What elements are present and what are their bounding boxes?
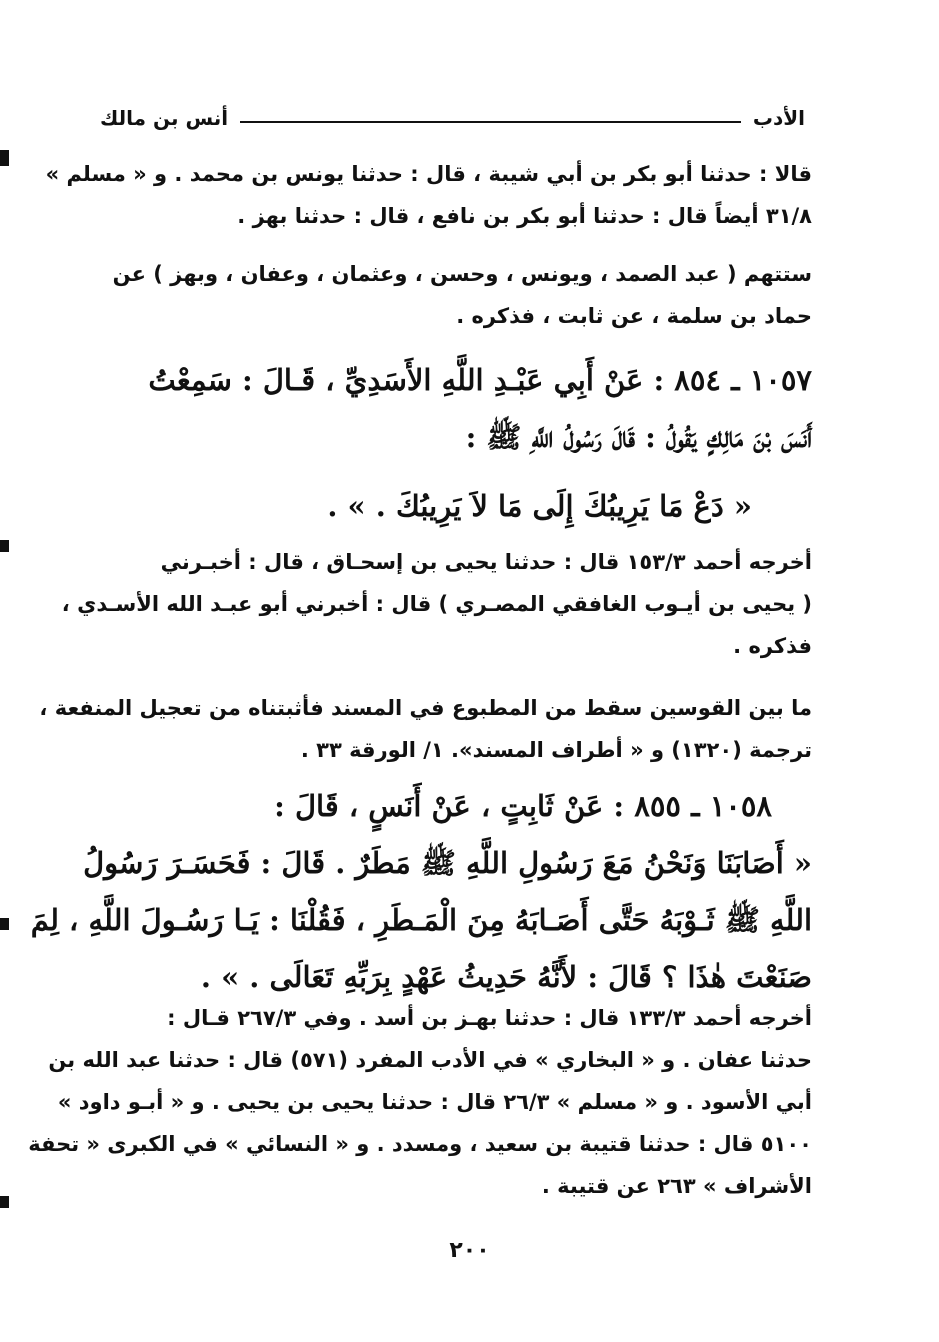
scan-mark <box>0 1196 9 1208</box>
running-header <box>100 100 805 136</box>
takhrij-1057 <box>61 541 812 667</box>
text-line: أخرجه أحمد ١٣٣/٣ قال : حدثنا بهـز بن أسد . وفي ٢٦٧/٣ قـال : <box>167 1006 812 1030</box>
text-line: ٥١٠٠ قال : حدثنا قتيبة بن سعيد ، ومسدد . و « النسائي » في الكبرى « تحفة <box>28 1132 812 1156</box>
text-line: أبي الأسود . و « مسلم » ٢٦/٣ قال : حدثنا يحيى بن يحيى . و « أبـو داود » <box>57 1090 812 1114</box>
text-line: صَنَعْتَ هٰذَا ؟ قَالَ : لأَنَّهُ حَدِيثُ عَهْدٍ بِرَبِّهِ تَعَالَى . » . <box>200 960 812 994</box>
text-line: أخرجه أحمد ١٥٣/٣ قال : حدثنا يحيى بن إسحـاق ، قال : أخبـرني <box>160 550 812 574</box>
text-line: اللَّهِ ﷺ ثَـوْبَهُ حَتَّى أَصَـابَهُ مِنَ الْمَـطَرِ ، فَقُلْنَا : يَـا رَسُـولَ اللَّهِ ، لِمَ <box>30 903 812 937</box>
text-line: ٣١/٨ أيضاً قال : حدثنا أبو بكر بن نافع ، قال : حدثنا بهز . <box>237 204 812 228</box>
text-line: ستتهم ( عبد الصمد ، ويونس ، وحسن ، وعثمان ، وعفان ، وبهز ) عن <box>112 262 812 286</box>
chain-note-1 <box>45 153 812 237</box>
scan-mark <box>0 918 9 930</box>
page-number: ٢٠٠ <box>449 1238 490 1263</box>
text-line: حدثنا عفان . و « البخاري » في الأدب المفرد (٥٧١) قال : حدثنا عبد الله بن <box>48 1048 812 1072</box>
text-line: ١٠٥٧ ـ ٨٥٤ : عَنْ أَبِي عَبْـدِ اللَّهِ الأَسَدِيِّ ، قَـالَ : سَمِعْتُ <box>148 363 812 397</box>
text-line: قالا : حدثنا أبو بكر بن أبي شيبة ، قال : حدثنا يونس بن محمد . و « مسلم » <box>45 162 812 186</box>
header-rule <box>240 121 741 123</box>
text-line: ما بين القوسين سقط من المطبوع في المسند فأثبتناه من تعجيل المنفعة ، <box>39 696 812 720</box>
text-line: « أَصَابَنَا وَنَحْنُ مَعَ رَسُولِ اللَّهِ ﷺ مَطَرٌ . قَالَ : فَحَسَـرَ رَسُولُ <box>83 846 812 880</box>
chain-note-2 <box>100 253 812 337</box>
text-line: فذكره . <box>733 634 812 658</box>
scan-mark <box>0 150 9 166</box>
editor-note <box>39 687 812 771</box>
chapter-title: الأدب <box>752 106 805 130</box>
section-title: أنس بن مالك <box>100 106 229 130</box>
takhrij-1058 <box>28 997 812 1207</box>
hadith-1057-text <box>100 478 812 535</box>
hadith-1057-intro <box>100 352 812 466</box>
text-line: الأشراف » ٢٦٣ عن قتيبة . <box>541 1174 812 1198</box>
text-line: « دَعْ مَا يَرِيبُكَ إِلَى مَا لاَ يَرِيبُكَ . » . <box>327 489 752 523</box>
text-line: ترجمة (١٣٢٠) و « أطراف المسند». ١/ الورقة ٣٣ . <box>300 738 812 762</box>
scan-mark <box>0 540 9 552</box>
hadith-1058 <box>30 778 812 1006</box>
text-line: حماد بن سلمة ، عن ثابت ، فذكره . <box>456 304 812 328</box>
text-line: أَنَسَ بْنَ مَالِكٍ يَقُولُ : قَالَ رَسُولُ اللَّهِ ﷺ : <box>465 420 812 454</box>
text-line: ١٠٥٨ ـ ٨٥٥ : عَنْ ثَابِتٍ ، عَنْ أَنَسٍ ، قَالَ : <box>274 789 772 823</box>
text-line: ( يحيى بن أيـوب الغافقي المصـري ) قال : أخبرني أبو عبـد الله الأسـدي ، <box>61 592 812 616</box>
